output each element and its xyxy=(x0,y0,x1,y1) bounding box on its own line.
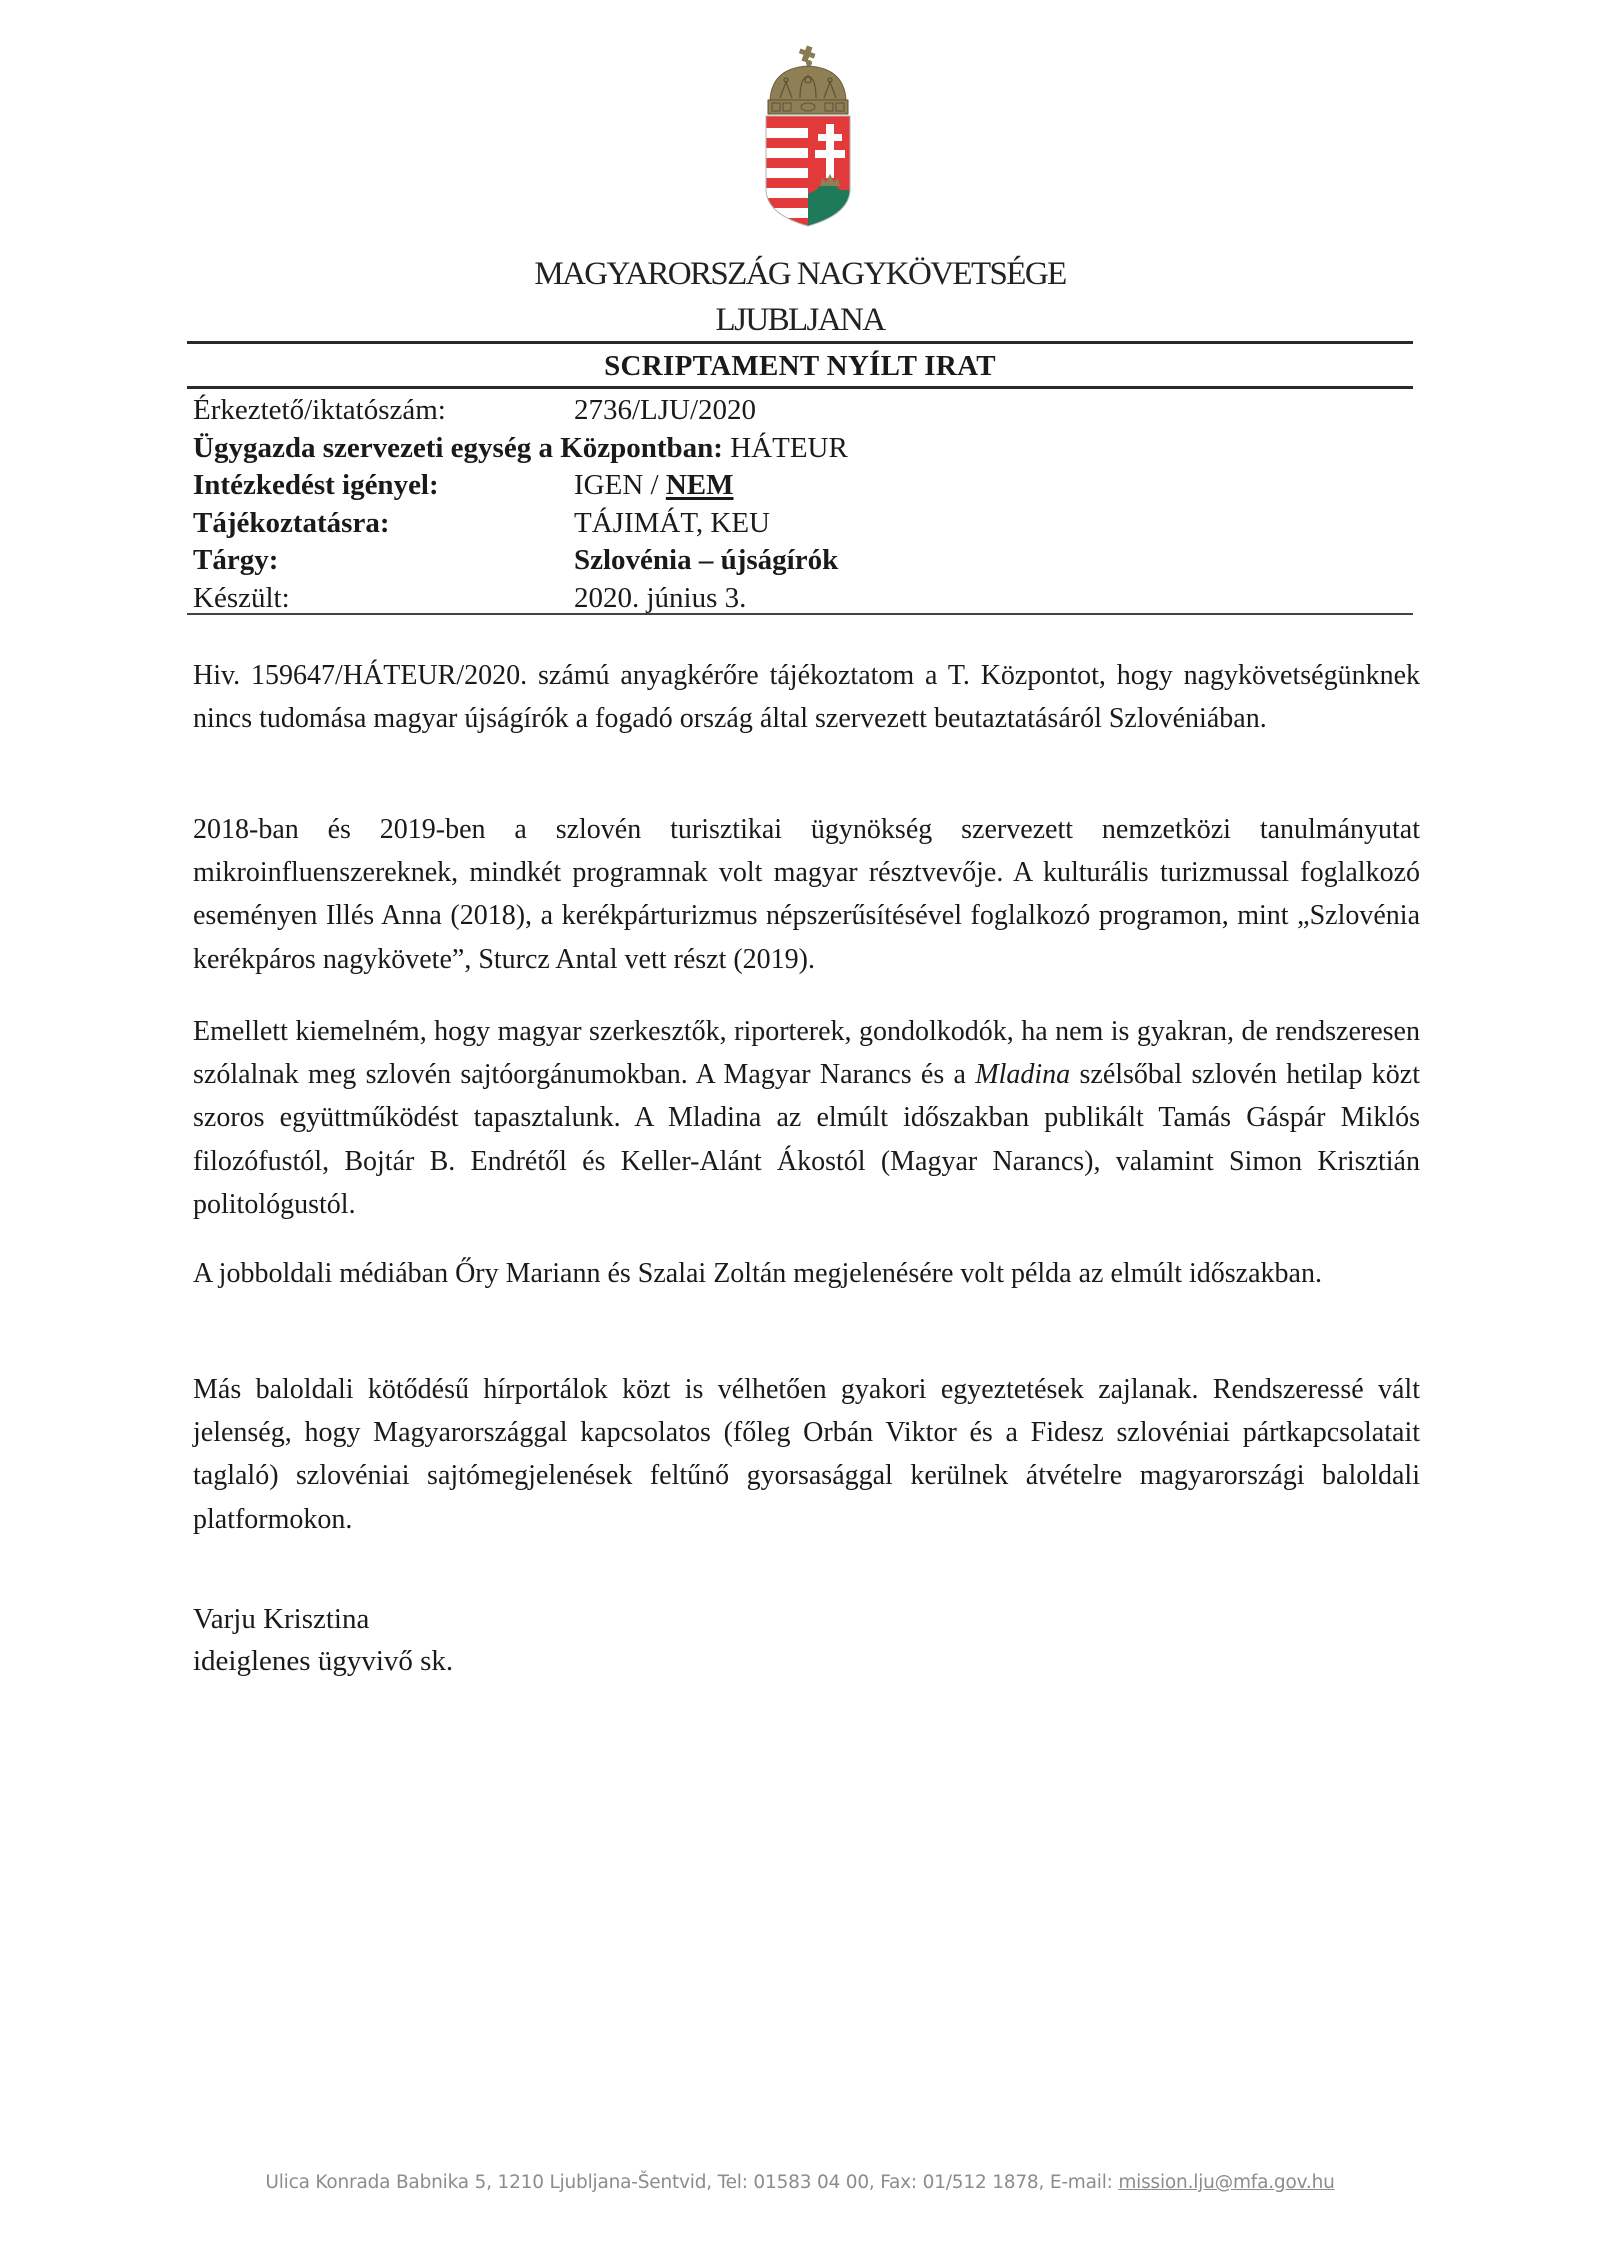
meta-row-subject xyxy=(193,542,1403,580)
meta-label: Készült: xyxy=(193,581,290,614)
meta-row-registration-number xyxy=(193,392,1403,430)
signatory-title: ideiglenes ügyvivő sk. xyxy=(193,1645,454,1677)
body-paragraph xyxy=(193,808,1420,981)
paragraph-text: 2018-ban és 2019-ben a szlovén turisztikai ügynökség szervezett nemzetközi tanulmányutat mikroinfluenszereknek, mindkét programnak volt magyar résztvevője. A kulturális turizmussal foglalkozó eseményen Illés Anna (2018), a kerékpárturizmus népszerűsítésével foglalkozó programon, mint „Szlovénia kerékpáros nagykövete”, Sturcz Antal vett részt (2019). xyxy=(193,814,1420,975)
meta-value: Szlovénia – újságírók xyxy=(574,544,839,576)
meta-value: TÁJIMÁT, KEU xyxy=(574,506,770,539)
header-divider-top xyxy=(187,341,1413,344)
footer-email-link[interactable]: mission.lju@mfa.gov.hu xyxy=(1118,2172,1335,2193)
paragraph-text: Más baloldali kötődésű hírportálok közt is vélhetően gyakori egyeztetések zajlanak. Rendszeressé vált jelenség, hogy Magyarországgal kapcsolatos (főleg Orbán Viktor és a Fidesz szlovéniai pártkapcsolatait taglaló) szlovéniai sajtómegjelenések feltűnő gyorsasággal kerülnek átvételre magyarországi baloldali platformokon. xyxy=(193,1374,1420,1535)
meta-value-selected-option: NEM xyxy=(665,469,734,501)
body-paragraph xyxy=(193,1010,1420,1226)
meta-value-option-igen: IGEN / xyxy=(574,469,666,501)
header-divider-bottom xyxy=(187,386,1413,389)
meta-value: 2736/LJU/2020 xyxy=(574,394,757,426)
meta-row-date xyxy=(193,580,1403,618)
paragraph-text: A jobboldali médiában Őry Mariann és Szalai Zoltán megjelenésére volt példa az elmúlt időszakban. xyxy=(193,1258,1322,1289)
signatory-name: Varju Krisztina xyxy=(193,1603,370,1635)
meta-label: Tárgy: xyxy=(193,544,279,576)
metadata-divider xyxy=(187,613,1413,615)
meta-row-action-required xyxy=(193,467,1403,505)
publication-name-italic: Mladina xyxy=(975,1059,1071,1091)
meta-row-for-information xyxy=(193,505,1403,543)
meta-label: Tájékoztatásra: xyxy=(193,506,390,539)
paragraph-text xyxy=(193,1010,1420,1226)
signature-block xyxy=(193,1598,453,1682)
paragraph-text-segment: Emellett kiemelném, hogy magyar szerkesztők, riporterek, gondolkodók, ha nem is gyakran, de rendszeresen szólalnak meg szlovén sajtóorgánumokban. A Magyar Narancs és a xyxy=(193,1016,1420,1091)
body-paragraph xyxy=(193,654,1420,740)
embassy-city: LJUBLJANA xyxy=(715,302,885,338)
footer-address: Ulica Konrada Babnika 5, 1210 Ljubljana-Šentvid, Tel: 01583 04 00, Fax: 01/512 1878, E-mail: xyxy=(265,2172,1119,2193)
meta-value: HÁTEUR xyxy=(730,431,848,464)
meta-value xyxy=(574,467,734,505)
body-paragraph xyxy=(193,1252,1420,1295)
body-paragraph xyxy=(193,1368,1420,1541)
embassy-title: MAGYARORSZÁG NAGYKÖVETSÉGE xyxy=(534,256,1066,292)
meta-label: Intézkedést igényel: xyxy=(193,469,439,501)
meta-row-responsible-unit xyxy=(193,430,1403,468)
meta-label: Ügygazda szervezeti egység a Központban: xyxy=(193,431,723,464)
classification-label: SCRIPTAMENT NYÍLT IRAT xyxy=(604,350,996,382)
document-metadata xyxy=(193,392,1403,617)
page-footer xyxy=(0,2172,1600,2193)
paragraph-text-segment: szélsőbal szlovén hetilap közt szoros együttműködést tapasztalunk. A Mladina az elmúlt időszakban publikált Tamás Gáspár Miklós filozófustól, Bojtár B. Endrétől és Keller-Alánt Ákostól (Magyar Narancs), valamint Simon Krisztián politológustól. xyxy=(193,1059,1420,1220)
paragraph-text: Hiv. 159647/HÁTEUR/2020. számú anyagkérőre tájékoztatom a T. Központot, hogy nagykövetségünknek nincs tudomása magyar újságírók a fogadó ország által szervezett beutaztatásáról Szlovéniában. xyxy=(193,660,1420,735)
meta-label: Érkeztető/iktatószám: xyxy=(193,394,446,426)
meta-value: 2020. június 3. xyxy=(574,581,747,614)
hungarian-coat-of-arms-icon xyxy=(762,44,854,228)
